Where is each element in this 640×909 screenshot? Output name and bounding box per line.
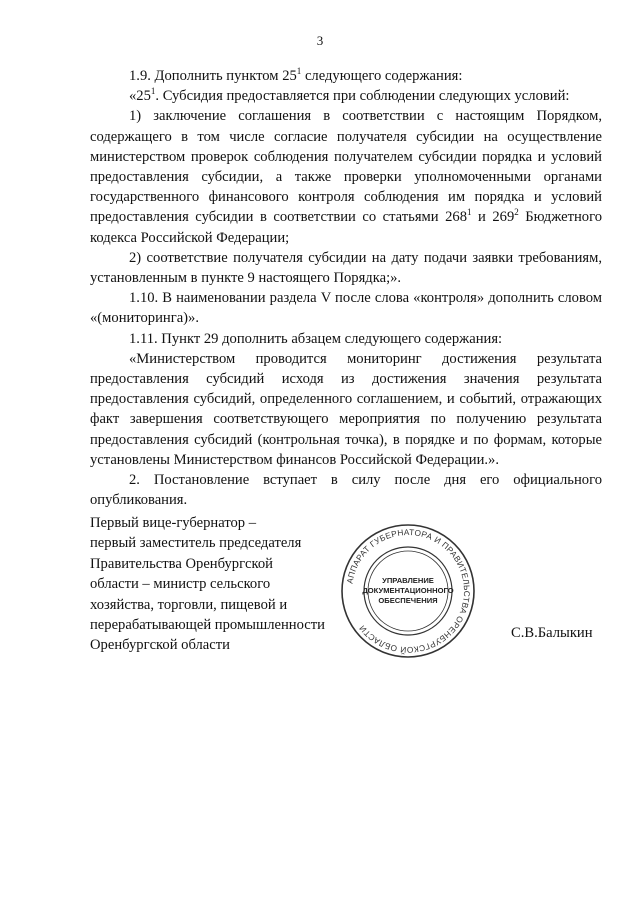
paragraph-1-11: 1.11. Пункт 29 дополнить абзацем следующего содержания:: [129, 330, 503, 347]
signer-position-line: первый заместитель председателя: [90, 535, 302, 552]
signer-position-line: области – министр сельского: [90, 576, 271, 593]
seal-center-line: ДОКУМЕНТАЦИОННОГО: [362, 586, 454, 595]
signer-position-line: Первый вице-губернатор –: [90, 515, 257, 531]
condition-1: 1) заключение соглашения в соответствии с настоящим Порядком, содержащего в том числе согласие получателя субсидии на осуществление министерством проверок соблюдения получателем субсидии порядка и условий предоставления субсидии, а также проверки уполномоченными органами государственного финансового контроля соблюдения им порядка и условий предоставления субсидии в соответствии со статьями $268^1$ и $269^2$ Бюджетного кодекса Российской Федерации;: [90, 108, 603, 246]
paragraph-25-1: «$25^1$. Субсидия предоставляется при соблюдении следующих условий:: [129, 86, 570, 105]
official-seal-stamp: [338, 521, 478, 661]
seal-center-line: УПРАВЛЕНИЕ: [382, 576, 434, 585]
signer-position-line: перерабатывающей промышленности: [90, 617, 325, 634]
paragraph-1-10: 1.10. В наименовании раздела V после слова «контроля» дополнить словом «(мониторинга)».: [90, 290, 602, 327]
signer-position-line: Правительства Оренбургской: [90, 555, 273, 572]
paragraph-2: 2. Постановление вступает в силу после дня его официального опубликования.: [90, 472, 602, 509]
condition-2: 2) соответствие получателя субсидии на дату подачи заявки требованиям, установленным в пункте 9 настоящего Порядка;».: [90, 249, 602, 287]
paragraph-monitoring: «Министерством проводится мониторинг достижения результата предоставления субсидий исходя из достижения значения результата предоставления субсидий, определенного соглашением, и событий, отражающих факт завершения соответствующего мероприятия по получению результата предоставления субсидий (контрольная точка), в порядке и по формам, которые установлены Министерством финансов Российской Федерации.».: [90, 350, 602, 468]
signer-name: С.В.Балыкин: [511, 625, 593, 641]
signer-position-line: хозяйства, торговли, пищевой и: [90, 596, 288, 613]
seal-ring-text: АППАРАТ ГУБЕРНАТОРА И ПРАВИТЕЛЬСТВА ОРЕНБУРГСКОЙ ОБЛАСТИ: [344, 526, 473, 656]
page-number: 3: [316, 33, 324, 48]
document-body: [90, 66, 602, 510]
signer-position: [90, 513, 350, 656]
paragraph-1-9: 1.9. Дополнить пунктом $25^1$ следующего содержания:: [129, 66, 463, 84]
seal-center-line: ОБЕСПЕЧЕНИЯ: [378, 596, 438, 605]
signer-position-line: Оренбургской области: [90, 637, 230, 654]
